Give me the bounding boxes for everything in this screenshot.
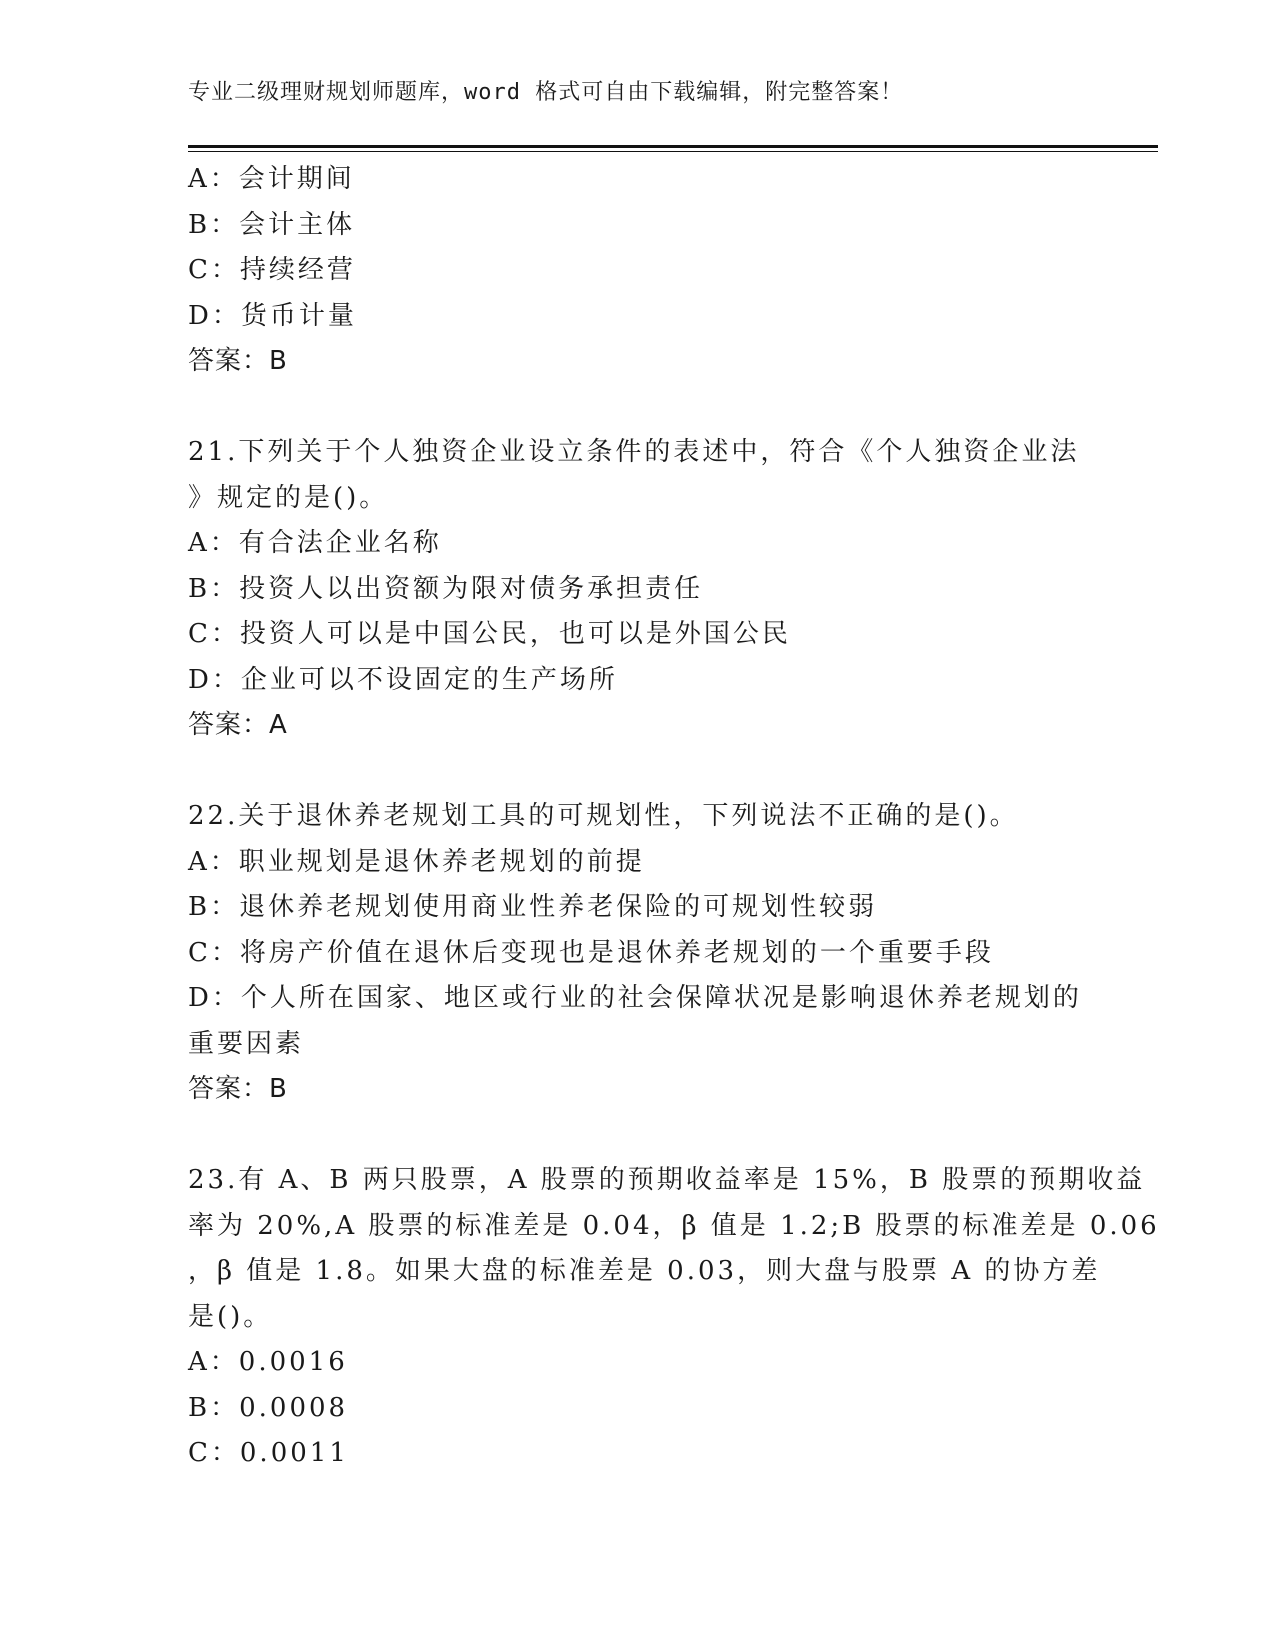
question-stem-cont: ，β 值是 1.8。如果大盘的标准差是 0.03，则大盘与股票 A 的协方差 [188, 1256, 1101, 1286]
option-c: C：将房产价值在退休后变现也是退休养老规划的一个重要手段 [188, 937, 994, 968]
header-rule-thick [188, 145, 1158, 148]
question-stem: 22.关于退休养老规划工具的可规划性，下列说法不正确的是()。 [188, 801, 1019, 831]
question-stem-cont: 》规定的是()。 [188, 482, 389, 513]
option-a: A：职业规划是退休养老规划的前提 [188, 846, 645, 877]
option-c: C：0.0011 [188, 1438, 349, 1468]
option-b: B：投资人以出资额为限对债务承担责任 [188, 573, 704, 604]
spacer [188, 749, 1088, 795]
page-header: 专业二级理财规划师题库，word 格式可自由下载编辑，附完整答案！ [188, 80, 904, 105]
question-stem-cont: 是()。 [188, 1301, 273, 1332]
question-list [188, 157, 1160, 1477]
option-a: A：0.0016 [188, 1347, 348, 1377]
option-b: B：会计主体 [188, 209, 356, 240]
option-a: A：有合法企业名称 [188, 528, 442, 558]
option-d: D：个人所在国家、地区或行业的社会保障状况是影响退休养老规划的 [188, 983, 1082, 1013]
answer-line: 答案：B [188, 346, 288, 376]
header-rule-thin [188, 151, 1158, 152]
question-stem: 23.有 A、B 两只股票，A 股票的预期收益率是 15%，B 股票的预期收益 [188, 1165, 1146, 1195]
question-stem-cont: 率为 20%,A 股票的标准差是 0.04，β 值是 1.2;B 股票的标准差是 0.06 [188, 1210, 1160, 1241]
option-d: D：货币计量 [188, 300, 357, 331]
question-stem: 21.下列关于个人独资企业设立条件的表述中，符合《个人独资企业法 [188, 437, 1080, 467]
option-c: C：持续经营 [188, 255, 356, 285]
option-b: B：退休养老规划使用商业性养老保险的可规划性较弱 [188, 892, 878, 922]
option-c: C：投资人可以是中国公民，也可以是外国公民 [188, 619, 791, 649]
answer-line: 答案：B [188, 1074, 288, 1104]
question-block-21 [188, 430, 1088, 749]
spacer [188, 385, 1088, 431]
option-a: A：会计期间 [188, 164, 355, 194]
question-block-22 [188, 794, 1088, 1113]
option-b: B：0.0008 [188, 1392, 349, 1423]
question-block-20 [188, 157, 1088, 385]
spacer [188, 1113, 1088, 1159]
option-d: D：企业可以不设固定的生产场所 [188, 664, 618, 695]
question-block-23 [188, 1158, 1160, 1477]
option-d-cont: 重要因素 [188, 1028, 305, 1059]
answer-line: 答案：A [188, 710, 288, 740]
